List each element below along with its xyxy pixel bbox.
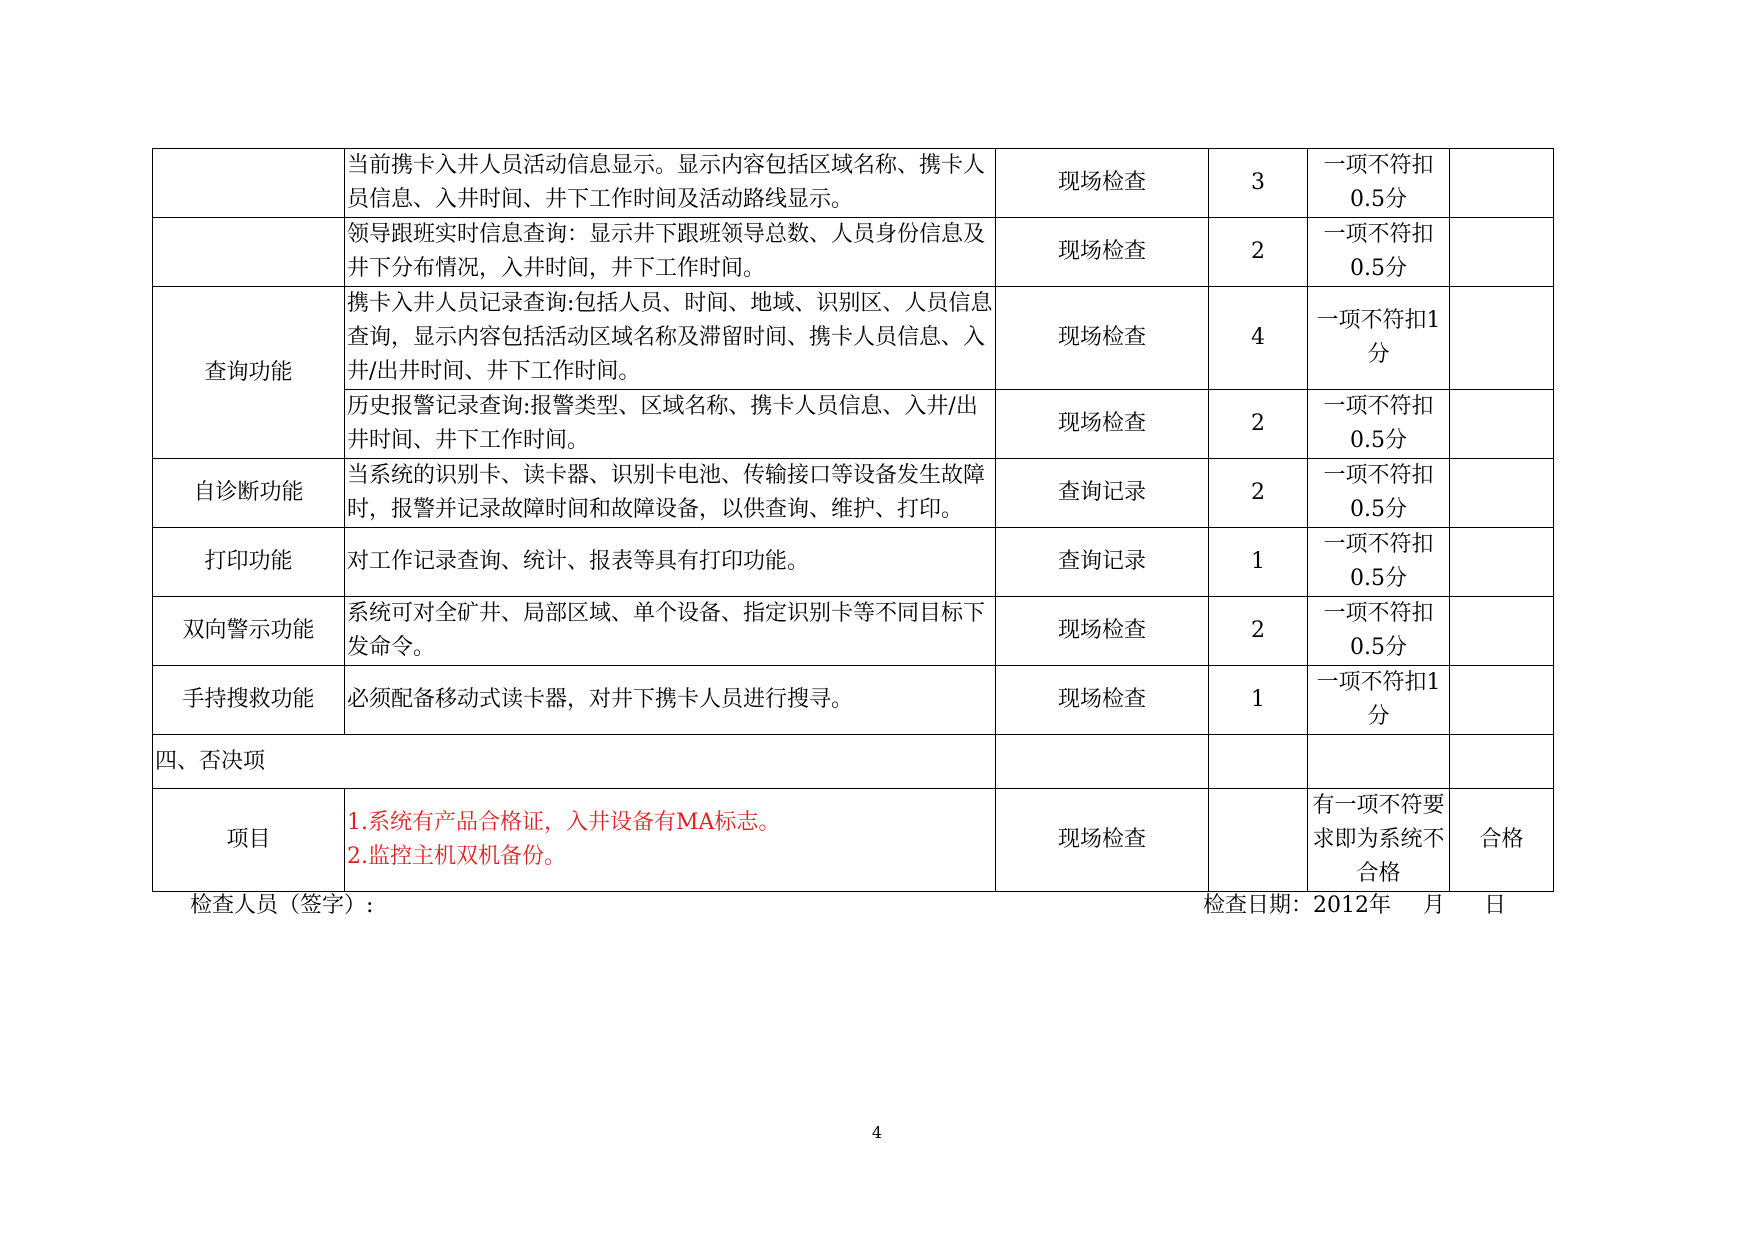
result-cell [1450, 528, 1554, 597]
content-cell: 当系统的识别卡、读卡器、识别卡电池、传输接口等设备发生故障时，报警并记录故障时间和故障设备，以供查询、维护、打印。 [345, 459, 996, 528]
veto-row [153, 789, 1554, 892]
inspection-table [152, 148, 1554, 892]
date-day-label: 日 [1484, 893, 1507, 918]
table-row [153, 149, 1554, 218]
method-cell: 查询记录 [996, 459, 1209, 528]
item-cell: 打印功能 [153, 528, 345, 597]
criterion-cell [1308, 735, 1450, 789]
item-cell [153, 149, 345, 218]
table-row [153, 528, 1554, 597]
item-cell: 查询功能 [153, 287, 345, 459]
table-row [153, 459, 1554, 528]
criterion-cell: 一项不符扣1分 [1308, 287, 1450, 390]
criterion-cell: 一项不符扣0.5分 [1308, 390, 1450, 459]
page-number: 4 [871, 1123, 883, 1142]
method-cell: 现场检查 [996, 390, 1209, 459]
criterion-cell: 一项不符扣0.5分 [1308, 459, 1450, 528]
method-cell: 现场检查 [996, 149, 1209, 218]
content-cell: 携卡入井人员记录查询:包括人员、时间、地域、识别区、人员信息查询，显示内容包括活动区域名称及滞留时间、携卡人员信息、入井/出井时间、井下工作时间。 [345, 287, 996, 390]
criterion-cell: 一项不符扣1分 [1308, 666, 1450, 735]
content-cell: 当前携卡入井人员活动信息显示。显示内容包括区域名称、携卡人员信息、入井时间、井下工作时间及活动路线显示。 [345, 149, 996, 218]
item-cell [153, 218, 345, 287]
table-row [153, 390, 1554, 459]
inspection-date-label: 检查日期：2012年 [1203, 893, 1391, 918]
veto-method-cell: 现场检查 [996, 789, 1209, 892]
method-cell: 现场检查 [996, 597, 1209, 666]
score-cell [1209, 735, 1308, 789]
method-cell: 现场检查 [996, 218, 1209, 287]
criterion-cell: 一项不符扣0.5分 [1308, 218, 1450, 287]
content-cell: 历史报警记录查询:报警类型、区域名称、携卡人员信息、入井/出井时间、井下工作时间。 [345, 390, 996, 459]
item-cell: 双向警示功能 [153, 597, 345, 666]
veto-result-cell: 合格 [1450, 789, 1554, 892]
score-cell: 2 [1209, 597, 1308, 666]
score-cell: 2 [1209, 218, 1308, 287]
content-cell: 系统可对全矿井、局部区域、单个设备、指定识别卡等不同目标下发命令。 [345, 597, 996, 666]
score-cell: 2 [1209, 390, 1308, 459]
result-cell [1450, 287, 1554, 390]
result-cell [1450, 218, 1554, 287]
score-cell: 1 [1209, 666, 1308, 735]
score-cell: 3 [1209, 149, 1308, 218]
result-cell [1450, 597, 1554, 666]
result-cell [1450, 666, 1554, 735]
result-cell [1450, 390, 1554, 459]
table-row [153, 287, 1554, 390]
table-row [153, 218, 1554, 287]
veto-criterion-cell: 有一项不符要求即为系统不合格 [1308, 789, 1450, 892]
criterion-cell: 一项不符扣0.5分 [1308, 528, 1450, 597]
section-header-row [153, 735, 1554, 789]
method-cell [996, 735, 1209, 789]
method-cell: 查询记录 [996, 528, 1209, 597]
method-cell: 现场检查 [996, 666, 1209, 735]
criterion-cell: 一项不符扣0.5分 [1308, 597, 1450, 666]
veto-line-1: 1.系统有产品合格证，入井设备有MA标志。 [347, 810, 781, 835]
item-cell: 手持搜救功能 [153, 666, 345, 735]
date-month-label: 月 [1423, 893, 1446, 918]
score-cell: 1 [1209, 528, 1308, 597]
veto-item-cell: 项目 [153, 789, 345, 892]
result-cell [1450, 459, 1554, 528]
content-cell: 对工作记录查询、统计、报表等具有打印功能。 [345, 528, 996, 597]
score-cell: 4 [1209, 287, 1308, 390]
content-cell: 领导跟班实时信息查询：显示井下跟班领导总数、人员身份信息及井下分布情况，入井时间，井下工作时间。 [345, 218, 996, 287]
item-cell: 自诊断功能 [153, 459, 345, 528]
veto-line-2: 2.监控主机双机备份。 [347, 844, 566, 869]
result-cell [1450, 735, 1554, 789]
section-title: 四、否决项 [153, 735, 996, 789]
veto-score-cell [1209, 789, 1308, 892]
veto-content-cell [345, 789, 996, 892]
method-cell: 现场检查 [996, 287, 1209, 390]
score-cell: 2 [1209, 459, 1308, 528]
content-cell: 必须配备移动式读卡器，对井下携卡人员进行搜寻。 [345, 666, 996, 735]
inspector-signature-label: 检查人员（签字）: [190, 893, 374, 918]
result-cell [1450, 149, 1554, 218]
table-row [153, 597, 1554, 666]
table-row [153, 666, 1554, 735]
criterion-cell: 一项不符扣0.5分 [1308, 149, 1450, 218]
